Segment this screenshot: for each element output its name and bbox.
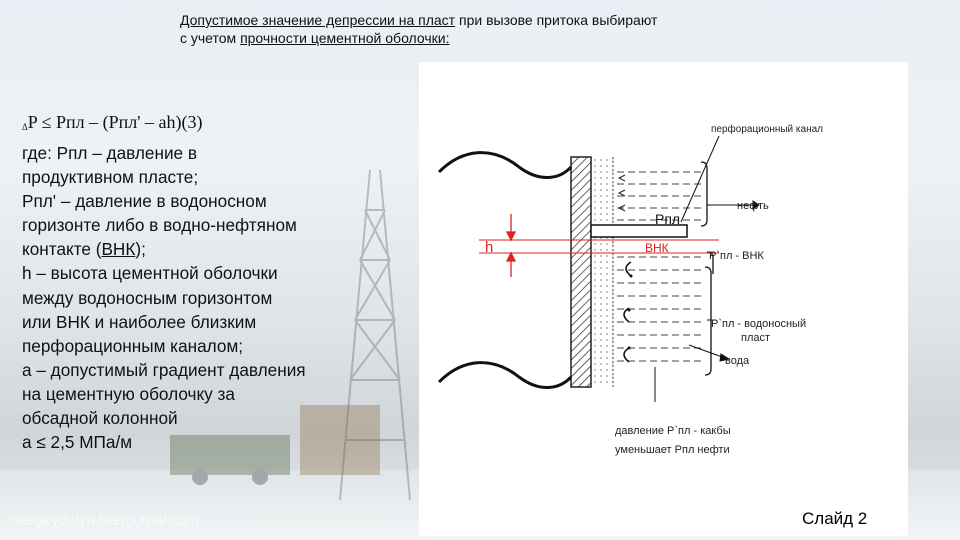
header-text-2: с учетом [180, 30, 241, 46]
ppl-water-label-2: пласт [741, 332, 771, 344]
definition-line: горизонте либо в водно-нефтяном [22, 215, 297, 236]
water-label: вода [725, 355, 750, 367]
cement-sheath [591, 157, 613, 387]
definition-line: h – высота цементной оболочки [22, 263, 278, 284]
oil-label: нефть [737, 200, 769, 212]
ppl-label: Pпл [655, 211, 681, 227]
well-diagram [419, 62, 908, 536]
watermark-left: sergeydolya.livejournal.com [14, 512, 200, 529]
definition-text: ); [135, 239, 146, 260]
vnk-red-label: ВНК [645, 241, 669, 255]
definition-line: a – допустимый градиент давления [22, 359, 306, 380]
definition-line: или ВНК и наиболее близким [22, 311, 257, 332]
definition-line: a ≤ 2,5 МПа/м [22, 432, 133, 453]
h-dimension-arrows [507, 214, 515, 277]
perforation-label: перфорационный канал [711, 124, 823, 135]
definition-line: между водоносным горизонтом [22, 287, 273, 308]
header-link-cement[interactable]: прочности цементной оболочки [240, 30, 446, 46]
definition-line: продуктивном пласте; [22, 167, 199, 188]
definition-line: перфорационным каналом; [22, 335, 244, 356]
definition-line: Pпл' – давление в водоносном [22, 191, 267, 212]
delta-symbol: Δ [22, 122, 28, 132]
formula-text: P ≤ Pпл – (Pпл' – ah)(3) [27, 112, 203, 132]
bottom-note-1: давление P`пл - какбы [615, 425, 731, 437]
definition-line: обсадной колонной [22, 408, 178, 429]
definition-line: на цементную оболочку за [22, 383, 235, 404]
oil-flow-arrows [619, 175, 625, 211]
ppl-vnk-label: P`пл - ВНК [709, 250, 764, 262]
h-label: h [485, 239, 494, 256]
definitions-text [22, 141, 402, 454]
slide-number: Слайд 2 [802, 509, 868, 528]
definition-text: контакте ( [22, 239, 102, 260]
header-text-1: при вызове притока выбирают [455, 12, 658, 28]
definition-line [22, 237, 402, 261]
casing-wall [571, 157, 591, 387]
vnk-link[interactable]: ВНК [101, 239, 136, 260]
header-link-depression[interactable]: Допустимое значение депрессии на пласт [180, 12, 456, 28]
bottom-note-2: уменьшает Pпл нефти [615, 444, 730, 456]
top-break-line [439, 153, 571, 178]
slide-header [180, 11, 820, 47]
watermark-right: www.Sltfast.ru [800, 490, 879, 505]
definition-line: где: Pпл – давление в [22, 143, 198, 163]
formula [22, 112, 202, 133]
bottom-break-line [439, 363, 571, 388]
ppl-water-label-1: P`пл - водоносный [711, 318, 807, 330]
header-suffix: : [445, 30, 450, 46]
